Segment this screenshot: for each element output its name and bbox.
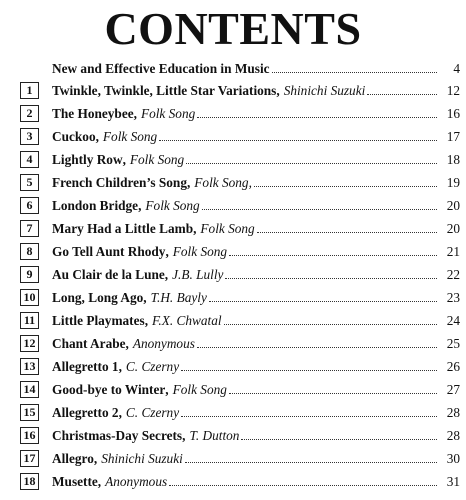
entry-number-box: 7 <box>20 220 39 237</box>
entry-title: Long, Long Ago <box>52 290 144 305</box>
entry-title: Mary Had a Little Lamb <box>52 221 194 236</box>
entry-number-box: 18 <box>20 473 39 490</box>
entry-composer: Shinichi Suzuki <box>283 83 366 98</box>
entry-page-number: 28 <box>446 405 460 420</box>
toc-entry <box>0 473 466 490</box>
toc-entry <box>0 289 466 306</box>
entry-page-number: 20 <box>446 221 460 236</box>
entry-page-number: 31 <box>446 474 460 489</box>
entry-separator: , <box>144 313 149 328</box>
toc-entry <box>0 151 466 168</box>
leader-dots <box>225 278 437 279</box>
entry-composer: Folk Song <box>129 152 185 167</box>
entry-page-number: 17 <box>446 129 460 144</box>
toc-entry <box>0 105 466 122</box>
entry-number-box: 3 <box>20 128 39 145</box>
intro-title: New and Effective Education in Music <box>52 61 270 76</box>
entry-number-box: 14 <box>20 381 39 398</box>
entry-page-number: 25 <box>446 336 460 351</box>
leader-dots <box>197 347 437 348</box>
leader-dots <box>186 163 437 164</box>
entry-separator: , <box>182 428 186 443</box>
contents-title: CONTENTS <box>104 3 362 54</box>
entry-separator: , <box>95 129 99 144</box>
entry-composer: T. Dutton <box>189 428 240 443</box>
entry-separator: , <box>165 244 169 259</box>
leader-dots <box>169 485 437 486</box>
intro-page-number: 4 <box>453 61 460 76</box>
entry-separator: , <box>165 382 169 397</box>
entry-composer: Folk Song <box>172 244 228 259</box>
toc-entry <box>0 358 466 375</box>
entry-composer: C. Czerny <box>125 405 180 420</box>
entry-separator: , <box>143 290 147 305</box>
entry-page-number: 26 <box>446 359 460 374</box>
entry-title: Go Tell Aunt Rhody <box>52 244 166 259</box>
entry-title: Good-bye to Winter <box>52 382 166 397</box>
entry-page-number: 19 <box>446 175 460 190</box>
entry-composer: T.H. Bayly <box>150 290 207 305</box>
entry-title: The Honeybee <box>52 106 134 121</box>
entry-composer: Folk Song <box>172 382 227 397</box>
entry-number-box: 5 <box>20 174 39 191</box>
leader-dots <box>272 72 437 73</box>
entry-number-box: 12 <box>20 335 39 352</box>
entry-title: Lightly Row <box>52 152 123 167</box>
toc-entry <box>0 427 466 444</box>
entry-composer: Folk Song <box>140 106 196 121</box>
entry-composer: C. Czerny <box>125 359 180 374</box>
entry-composer: F.X. Chwatal <box>152 313 222 328</box>
entry-number-box: 17 <box>20 450 39 467</box>
leader-dots <box>224 324 437 325</box>
leader-dots <box>181 370 437 371</box>
toc-entry <box>0 266 466 283</box>
entry-separator: , <box>118 405 122 420</box>
entry-page-number: 27 <box>446 382 460 397</box>
entry-page-number: 28 <box>446 428 460 443</box>
leader-dots <box>229 255 437 256</box>
toc-entry <box>0 335 466 352</box>
entry-number-box: 4 <box>20 151 39 168</box>
entry-separator: , <box>193 221 197 236</box>
entry-composer: Folk Song <box>145 198 200 213</box>
entry-title: Little Playmates <box>52 313 145 328</box>
toc-entry <box>0 312 466 329</box>
leader-dots <box>241 439 437 440</box>
entry-composer: Shinichi Suzuki <box>101 451 183 466</box>
entry-title: London Bridge <box>52 198 139 213</box>
entry-page-number: 30 <box>446 451 460 466</box>
entry-composer: Folk Song <box>102 129 158 144</box>
leader-dots <box>181 416 437 417</box>
entry-number-box: 13 <box>20 358 39 375</box>
leader-dots <box>229 393 437 394</box>
leader-dots <box>367 94 437 95</box>
entry-page-number: 23 <box>446 290 460 305</box>
leader-dots <box>159 140 437 141</box>
entry-number-box: 9 <box>20 266 39 283</box>
entry-number-box: 16 <box>20 427 39 444</box>
entry-separator: , <box>122 152 126 167</box>
entry-separator: , <box>276 83 280 98</box>
entry-composer: J.B. Lully <box>172 267 224 282</box>
entry-separator: , <box>97 474 102 489</box>
entry-separator: , <box>93 451 98 466</box>
entry-number-box: 15 <box>20 404 39 421</box>
leader-dots <box>197 117 437 118</box>
entry-title: Allegretto 2 <box>52 405 119 420</box>
entry-title: Musette <box>52 474 98 489</box>
entry-composer: Anonymous <box>105 474 168 489</box>
leader-dots <box>202 209 437 210</box>
toc-entry <box>0 197 466 214</box>
intro-entry <box>52 61 460 77</box>
entry-separator: , <box>118 359 122 374</box>
entry-separator: , <box>186 175 191 190</box>
toc-entry <box>0 174 466 191</box>
entry-page-number: 18 <box>446 152 460 167</box>
entry-number-box: 10 <box>20 289 39 306</box>
entry-separator: , <box>133 106 137 121</box>
entry-title: Chant Arabe <box>52 336 126 351</box>
toc-entry <box>0 220 466 237</box>
leader-dots <box>254 186 437 187</box>
entry-page-number: 24 <box>446 313 460 328</box>
leader-dots <box>257 232 437 233</box>
toc-entry <box>0 128 466 145</box>
toc-entry <box>0 243 466 260</box>
toc-entry <box>0 82 466 99</box>
entry-page-number: 16 <box>446 106 460 121</box>
entry-page-number: 20 <box>446 198 460 213</box>
entry-title: Allegretto 1 <box>52 359 119 374</box>
leader-dots <box>185 462 437 463</box>
entry-number-box: 1 <box>20 82 39 99</box>
entry-number-box: 8 <box>20 243 39 260</box>
entry-page-number: 21 <box>446 244 460 259</box>
entry-title: Twinkle, Twinkle, Little Star Variations <box>52 83 277 98</box>
toc-entry <box>0 381 466 398</box>
toc-entry <box>0 404 466 421</box>
entry-number-box: 11 <box>20 312 39 329</box>
entry-composer: Folk Song, <box>194 175 252 190</box>
entry-composer: Folk Song <box>200 221 255 236</box>
toc-entry <box>0 450 466 467</box>
entry-title: Christmas-Day Secrets <box>52 428 183 443</box>
entry-page-number: 22 <box>446 267 460 282</box>
entry-number-box: 2 <box>20 105 39 122</box>
entry-title: Allegro <box>52 451 94 466</box>
entry-title: Cuckoo <box>52 129 96 144</box>
entry-separator: , <box>138 198 142 213</box>
leader-dots <box>209 301 437 302</box>
entry-page-number: 12 <box>446 83 460 98</box>
entry-title: French Children’s Song <box>52 175 187 190</box>
entry-separator: , <box>125 336 129 351</box>
entry-title: Au Clair de la Lune <box>52 267 165 282</box>
entry-composer: Anonymous <box>132 336 195 351</box>
entry-number-box: 6 <box>20 197 39 214</box>
entry-separator: , <box>164 267 169 282</box>
